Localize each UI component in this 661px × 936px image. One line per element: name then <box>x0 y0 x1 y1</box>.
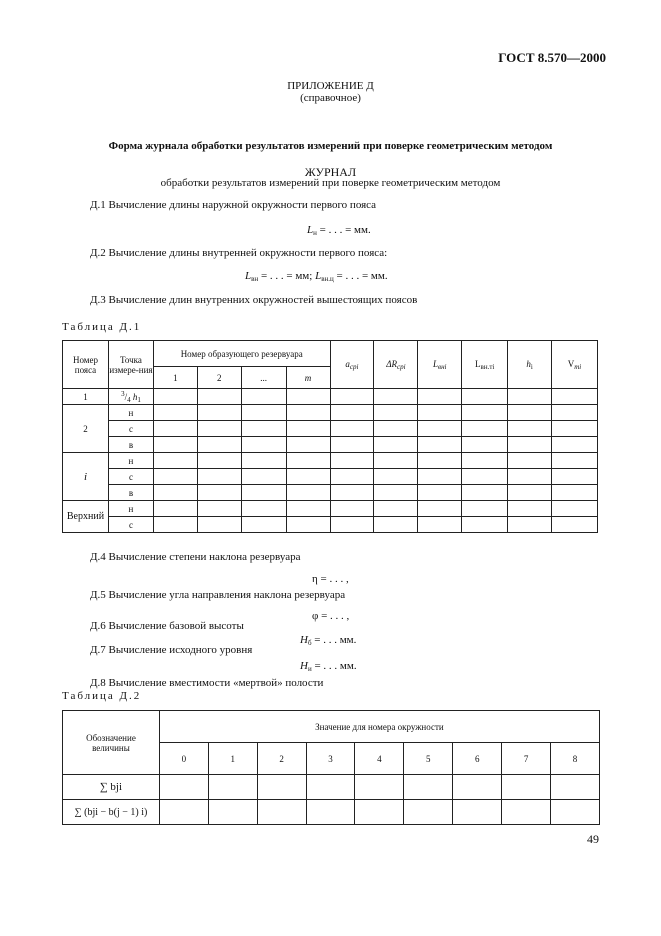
belt-i: i <box>63 453 109 501</box>
table-d1 <box>62 340 598 533</box>
th-gen-dots: ... <box>241 367 286 389</box>
th-belt: Номер пояса <box>63 341 109 389</box>
section-d3: Д.3 Вычисление длин внутренних окружностей вышестоящих поясов <box>90 294 418 306</box>
th-point: Точка измере-ния <box>108 341 153 389</box>
th-generator: Номер образующего резервуара <box>153 341 330 367</box>
th-gen-2: 2 <box>197 367 241 389</box>
point-n: н <box>108 405 153 421</box>
table2-caption: Таблица Д.2 <box>62 690 142 702</box>
th-col-5: 5 <box>404 743 453 775</box>
formula-d4: η = . . . , <box>312 573 349 585</box>
appendix-title: ПРИЛОЖЕНИЕ Д <box>287 80 374 92</box>
formula-d2: $L_{вн}$ = . . . = мм; $L_{вн.ц}$ = . . . = мм. <box>245 270 388 283</box>
th-col-7: 7 <box>502 743 551 775</box>
point-v: в <box>108 485 153 501</box>
belt-2: 2 <box>63 405 109 453</box>
point-s: с <box>108 517 153 533</box>
th-gen-1: 1 <box>153 367 197 389</box>
point-v: в <box>108 437 153 453</box>
section-d2: Д.2 Вычисление длины внутренней окружности первого пояса: <box>90 247 388 259</box>
form-title: Форма журнала обработки результатов измерений при поверке геометрическим методом <box>108 140 553 152</box>
th-col-1: 1 <box>208 743 257 775</box>
belt-1: 1 <box>63 389 109 405</box>
th-col-3: 3 <box>306 743 355 775</box>
appendix-note: (справочное) <box>300 92 361 104</box>
section-d6: Д.6 Вычисление базовой высоты <box>90 620 244 632</box>
formula-d5: φ = . . . , <box>312 610 350 622</box>
th-col-0: 0 <box>159 743 208 775</box>
th-lvn: $L_{вн.тi}$ <box>462 341 508 389</box>
formula-d1: $L_н$ = . . . = мм. <box>307 224 371 237</box>
point-s: с <box>108 421 153 437</box>
th-col-2: 2 <box>257 743 306 775</box>
th-v: $V_{тi}$ <box>552 341 598 389</box>
th-col-6: 6 <box>453 743 502 775</box>
section-d1: Д.1 Вычисление длины наружной окружности первого пояса <box>90 199 377 211</box>
journal-title: ЖУРНАЛ <box>304 165 357 179</box>
table-d2 <box>62 710 600 825</box>
page-number: 49 <box>587 832 599 846</box>
th-dr: $\Delta R_{срi}$ <box>374 341 418 389</box>
th-gen-m: m <box>286 367 330 389</box>
point-s: с <box>108 469 153 485</box>
th-value: Значение для номера окружности <box>159 711 599 743</box>
formula-d6: $H_б$ = . . . мм. <box>300 634 357 647</box>
formula-d7: $H_и$ = . . . мм. <box>300 660 357 673</box>
journal-subtitle: обработки результатов измерений при поверке геометрическим методом <box>160 177 501 189</box>
row-sum-bji: ∑ bji <box>63 775 160 800</box>
th-a: $a_{срi}$ <box>330 341 374 389</box>
section-d5: Д.5 Вычисление угла направления наклона резервуара <box>90 589 346 601</box>
th-quantity: Обозначение величины <box>63 711 160 775</box>
point-n: н <box>108 453 153 469</box>
th-h: $h_i$ <box>508 341 552 389</box>
belt-top: Верхний <box>63 501 109 533</box>
section-d8: Д.8 Вычисление вместимости «мертвой» полости <box>90 677 324 689</box>
th-col-4: 4 <box>355 743 404 775</box>
th-col-8: 8 <box>551 743 600 775</box>
th-l: $L_{внi}$ <box>418 341 462 389</box>
point-3-4-h1: $^3/_4$ $h_1$ <box>108 389 153 405</box>
section-d4: Д.4 Вычисление степени наклона резервуара <box>90 551 301 563</box>
section-d7: Д.7 Вычисление исходного уровня <box>90 644 253 656</box>
row-sum-diff: ∑ (bji − b(j − 1) i) <box>63 800 160 825</box>
standard-header: ГОСТ 8.570—2000 <box>498 50 606 65</box>
point-n: н <box>108 501 153 517</box>
table1-caption: Таблица Д.1 <box>62 321 142 333</box>
